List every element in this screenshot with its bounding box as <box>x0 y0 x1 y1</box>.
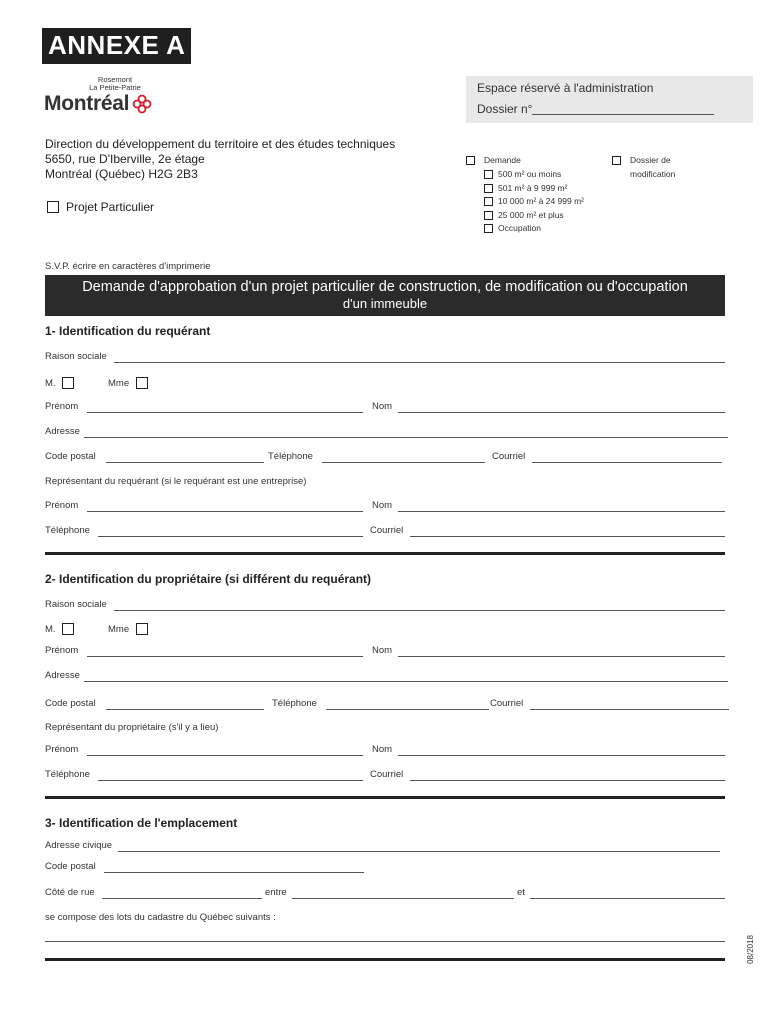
demande-option-1-label: 500 m² ou moins <box>498 169 562 179</box>
section1-title: 1- Identification du requérant <box>45 324 211 338</box>
s1-rep-nom-label: Nom <box>372 500 393 511</box>
demande-option[interactable] <box>466 154 521 168</box>
s2-m-option[interactable] <box>45 623 74 635</box>
s2-courriel-label: Courriel <box>490 698 524 709</box>
demande-option-1-checkbox[interactable] <box>484 170 493 179</box>
s1-representant-label: Représentant du requérant (si le requérant est une entreprise) <box>45 476 307 487</box>
projet-particulier-option[interactable] <box>47 200 154 214</box>
s1-m-label: M. <box>45 377 56 389</box>
demande-option-5[interactable] <box>484 222 584 236</box>
s2-mme-label: Mme <box>108 623 130 635</box>
montreal-rosette-icon <box>132 94 152 114</box>
s1-code-postal-label: Code postal <box>45 451 96 462</box>
form-title-line2: d'un immeuble <box>342 296 428 311</box>
section2-title: 2- Identification du propriétaire (si différent du requérant) <box>45 572 372 586</box>
demande-option-3-checkbox[interactable] <box>484 197 493 206</box>
s2-courriel-field[interactable] <box>530 709 729 710</box>
s3-entre-label: entre <box>265 887 287 898</box>
s2-mme-checkbox[interactable] <box>136 623 148 635</box>
s1-adresse-label: Adresse <box>45 426 80 437</box>
s1-nom-label: Nom <box>372 401 393 412</box>
s3-cote-field[interactable] <box>102 898 262 899</box>
s3-code-postal-field[interactable] <box>104 872 364 873</box>
s1-rep-courriel-label: Courriel <box>370 525 404 536</box>
s2-nom-label: Nom <box>372 645 393 656</box>
s3-entre-field[interactable] <box>292 898 514 899</box>
s2-m-checkbox[interactable] <box>62 623 74 635</box>
s3-cote-label: Côté de rue <box>45 887 95 898</box>
demande-sub-options <box>484 168 584 236</box>
demande-option-5-checkbox[interactable] <box>484 224 493 233</box>
form-title-banner <box>45 275 725 316</box>
demande-option-4-checkbox[interactable] <box>484 211 493 220</box>
s2-telephone-label: Téléphone <box>272 698 317 709</box>
s1-courriel-label: Courriel <box>492 451 526 462</box>
print-instruction: S.V.P. écrire en caractères d'imprimerie <box>45 261 211 272</box>
s1-rep-nom-field[interactable] <box>398 511 725 512</box>
form-title-line1: Demande d'approbation d'un projet particulier de construction, de modification ou d'occupation <box>82 279 688 295</box>
demande-checkbox[interactable] <box>466 156 475 165</box>
s1-adresse-field[interactable] <box>84 437 728 438</box>
s2-nom-field[interactable] <box>398 656 725 657</box>
s2-mme-option[interactable] <box>108 623 148 635</box>
annexe-title: ANNEXE A <box>42 28 191 64</box>
section3-divider <box>45 958 725 961</box>
montreal-logo <box>44 76 156 116</box>
direction-line2: 5650, rue D'Iberville, 2e étage <box>45 152 205 166</box>
s2-rep-prenom-field[interactable] <box>87 755 363 756</box>
s1-code-postal-field[interactable] <box>106 462 264 463</box>
section1-divider <box>45 552 725 555</box>
demande-option-2-checkbox[interactable] <box>484 184 493 193</box>
s2-raison-label: Raison sociale <box>45 599 107 610</box>
s2-representant-label: Représentant du propriétaire (s'il y a lieu) <box>45 722 219 733</box>
s3-code-postal-label: Code postal <box>45 861 96 872</box>
demande-option-5-label: Occupation <box>498 223 541 233</box>
dossier-modification-label-2: modification <box>630 168 676 179</box>
demande-option-3-label: 10 000 m² à 24 999 m² <box>498 196 584 206</box>
s2-prenom-label: Prénom <box>45 645 79 656</box>
s1-raison-label: Raison sociale <box>45 351 107 362</box>
s1-mme-checkbox[interactable] <box>136 377 148 389</box>
s2-adresse-field[interactable] <box>84 681 728 682</box>
s3-lots-label: se compose des lots du cadastre du Québec suivants : <box>45 912 276 923</box>
s2-rep-prenom-label: Prénom <box>45 744 79 755</box>
s1-mme-label: Mme <box>108 377 130 389</box>
s3-lots-field[interactable] <box>45 941 725 942</box>
demande-option-4-label: 25 000 m² et plus <box>498 209 564 220</box>
dossier-modification-checkbox[interactable] <box>612 156 621 165</box>
s2-rep-courriel-label: Courriel <box>370 769 404 780</box>
logo-borough-line1: Rosemont <box>97 75 133 84</box>
demande-option-3[interactable] <box>484 195 584 209</box>
form-version-date: 08/2018 <box>746 935 755 964</box>
s2-adresse-label: Adresse <box>45 670 80 681</box>
s1-mme-option[interactable] <box>108 377 148 389</box>
logo-wordmark: Montréal <box>44 92 130 115</box>
s2-rep-nom-field[interactable] <box>398 755 725 756</box>
s2-rep-nom-label: Nom <box>372 744 393 755</box>
s1-rep-prenom-label: Prénom <box>45 500 79 511</box>
s1-prenom-field[interactable] <box>87 412 363 413</box>
admin-dossier-field[interactable] <box>532 114 714 115</box>
projet-particulier-checkbox[interactable] <box>47 201 59 213</box>
s1-rep-courriel-field[interactable] <box>410 536 725 537</box>
s1-rep-telephone-label: Téléphone <box>45 525 90 536</box>
s2-rep-telephone-label: Téléphone <box>45 769 90 780</box>
s1-nom-field[interactable] <box>398 412 725 413</box>
admin-box <box>466 76 753 123</box>
direction-line3: Montréal (Québec) H2G 2B3 <box>45 167 198 181</box>
demande-label: Demande <box>484 155 521 165</box>
s1-m-checkbox[interactable] <box>62 377 74 389</box>
s2-prenom-field[interactable] <box>87 656 363 657</box>
section2-divider <box>45 796 725 799</box>
direction-address <box>45 137 395 182</box>
s1-raison-field[interactable] <box>114 362 725 363</box>
s2-m-label: M. <box>45 623 56 635</box>
demande-option-1[interactable] <box>484 168 584 182</box>
demande-option-2[interactable] <box>484 182 584 196</box>
s1-m-option[interactable] <box>45 377 74 389</box>
dossier-modification-option[interactable] <box>612 154 675 181</box>
s2-rep-telephone-field[interactable] <box>98 780 363 781</box>
s1-rep-telephone-field[interactable] <box>98 536 363 537</box>
demande-option-2-label: 501 m² à 9 999 m² <box>498 182 568 193</box>
direction-line1: Direction du développement du territoire et des études techniques <box>45 137 396 151</box>
s3-adresse-label: Adresse civique <box>45 840 113 851</box>
s1-telephone-label: Téléphone <box>268 451 313 462</box>
dossier-modification-label-1: Dossier de <box>630 155 671 165</box>
s2-code-postal-label: Code postal <box>45 698 96 709</box>
s3-et-field[interactable] <box>530 898 725 899</box>
s2-code-postal-field[interactable] <box>106 709 264 710</box>
demande-option-4[interactable] <box>484 209 584 223</box>
s2-telephone-field[interactable] <box>326 709 489 710</box>
section3-title: 3- Identification de l'emplacement <box>45 816 238 830</box>
s1-prenom-label: Prénom <box>45 401 79 412</box>
s1-telephone-field[interactable] <box>322 462 485 463</box>
s1-courriel-field[interactable] <box>532 462 722 463</box>
projet-particulier-label: Projet Particulier <box>66 200 155 214</box>
admin-title: Espace réservé à l'administration <box>477 81 654 95</box>
logo-borough-line2: La Petite-Patrie <box>89 83 141 92</box>
s1-rep-prenom-field[interactable] <box>87 511 363 512</box>
s2-rep-courriel-field[interactable] <box>410 780 725 781</box>
s3-adresse-field[interactable] <box>118 851 720 852</box>
admin-dossier-label: Dossier n° <box>477 102 533 116</box>
s3-et-label: et <box>517 887 525 898</box>
s2-raison-field[interactable] <box>114 610 725 611</box>
